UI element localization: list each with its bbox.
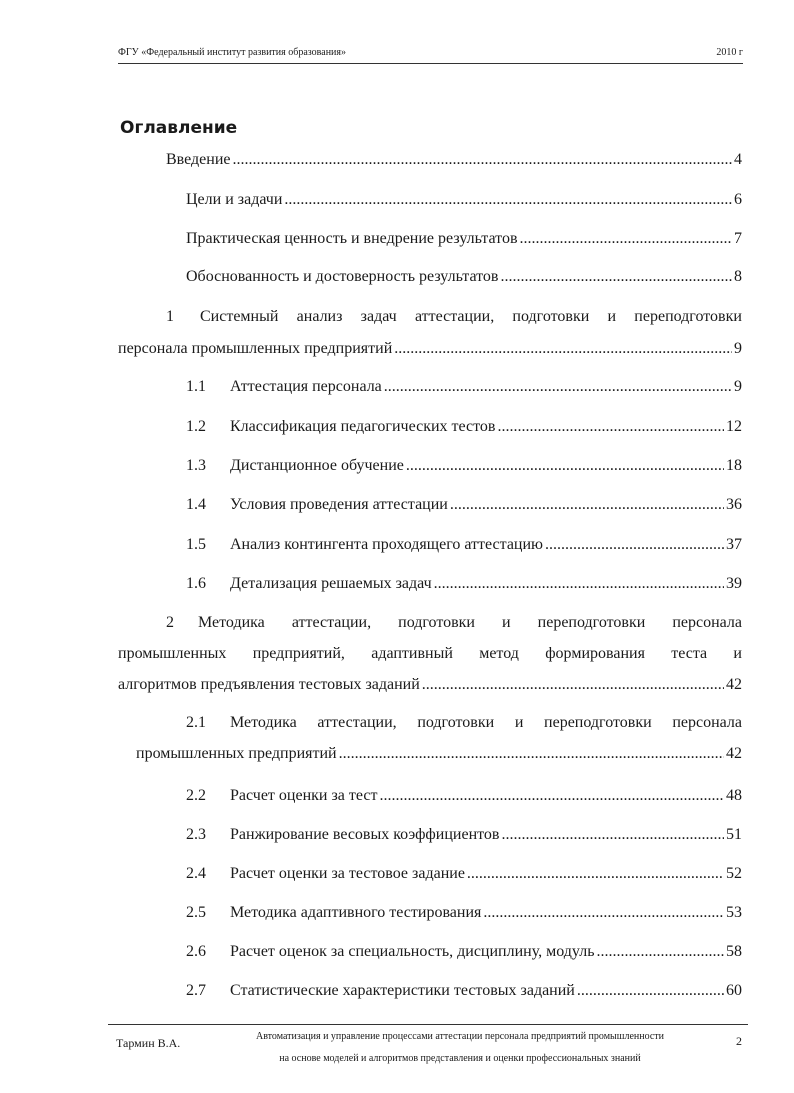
- toc-leader-dots: [467, 865, 724, 883]
- toc-entry-2-7[interactable]: [186, 982, 742, 1004]
- toc-entry-goals[interactable]: [186, 191, 742, 213]
- toc-entry-page: 60: [726, 982, 742, 999]
- toc-leader-dots: [422, 676, 724, 694]
- toc-entry-page: 12: [726, 418, 742, 435]
- toc-leader-dots: [577, 982, 724, 1000]
- toc-entry-2-5[interactable]: [186, 904, 742, 926]
- word: подготовки: [417, 714, 495, 731]
- toc-entry-number: 1.3: [186, 457, 206, 474]
- toc-entry-text: персонала промышленных предприятий: [118, 340, 393, 357]
- toc-entry-intro[interactable]: [166, 151, 742, 173]
- toc-chapter-2-line-1: [198, 614, 742, 636]
- toc-entry-number: 2.6: [186, 943, 206, 960]
- toc-leader-dots: [597, 943, 725, 961]
- toc-entry-page: 52: [726, 865, 742, 882]
- toc-entry-number: 1.5: [186, 536, 206, 553]
- footer-title: [200, 1026, 720, 1070]
- toc-entry-text: Расчет оценки за тест: [230, 787, 378, 804]
- toc-entry-number: 2.7: [186, 982, 206, 999]
- toc-entry-number: 1: [166, 308, 174, 325]
- toc-entry-text: Анализ контингента проходящего аттестацию: [230, 536, 543, 553]
- toc-entry-text: Цели и задачи: [186, 191, 283, 208]
- footer-title-line-1: Автоматизация и управление процессами аттестации персонала предприятий промышленности: [255, 1031, 665, 1042]
- toc-entry-text: Ранжирование весовых коэффициентов: [230, 826, 500, 843]
- toc-entry-text: Аттестация персонала: [230, 378, 382, 395]
- toc-entry-text: Методика адаптивного тестирования: [230, 904, 482, 921]
- word: теста: [671, 645, 708, 662]
- toc-leader-dots: [520, 230, 733, 248]
- word: адаптивный: [371, 645, 453, 662]
- toc-leader-dots: [233, 151, 733, 169]
- toc-entry-text: Классификация педагогических тестов: [230, 418, 496, 435]
- toc-entry-number: 1.6: [186, 575, 206, 592]
- word: и: [607, 308, 617, 325]
- word: подготовки: [398, 614, 475, 631]
- toc-entry-number: 1.2: [186, 418, 206, 435]
- toc-entry-number: 2.3: [186, 826, 206, 843]
- toc-entry-page: 9: [734, 340, 742, 357]
- toc-entry-1-6[interactable]: [186, 575, 742, 597]
- toc-entry-number: 2.4: [186, 865, 206, 882]
- word: задач: [360, 308, 397, 325]
- word: аттестации,: [414, 308, 495, 325]
- toc-leader-dots: [501, 826, 724, 844]
- toc-chapter-2-line-3: [118, 676, 742, 698]
- word: аттестации,: [317, 714, 397, 731]
- word: аттестации,: [291, 614, 372, 631]
- footer-page-number: 2: [736, 1034, 742, 1048]
- header-year: 2010 г: [716, 47, 743, 58]
- toc-entry-text: Дистанционное обучение: [230, 457, 404, 474]
- toc-entry-practical[interactable]: [186, 230, 742, 252]
- toc-entry-text: промышленных предприятий: [136, 745, 337, 762]
- toc-entry-number: 2.1: [186, 714, 206, 731]
- toc-entry-page: 42: [726, 676, 742, 693]
- word: метод: [479, 645, 519, 662]
- toc-entry-number: 1.4: [186, 496, 206, 513]
- toc-entry-text: Обоснованность и достоверность результатов: [186, 268, 499, 285]
- word: и: [514, 714, 524, 731]
- toc-leader-dots: [380, 787, 725, 805]
- word: предприятий,: [252, 645, 345, 662]
- word: промышленных: [118, 645, 227, 662]
- toc-entry-2-6[interactable]: [186, 943, 742, 965]
- toc-entry-2-4[interactable]: [186, 865, 742, 887]
- word: и: [502, 614, 511, 631]
- footer-author: Тармин В.А.: [116, 1036, 181, 1050]
- word: Методика: [198, 614, 265, 631]
- toc-entry-page: 51: [726, 826, 742, 843]
- toc-entry-validity[interactable]: [186, 268, 742, 290]
- word: переподготовки: [544, 714, 652, 731]
- toc-entry-number: 2: [166, 614, 174, 631]
- toc-entry-1-3[interactable]: [186, 457, 742, 479]
- toc-entry-1-2[interactable]: [186, 418, 742, 440]
- toc-entry-page: 42: [726, 745, 742, 762]
- header-organization: ФГУ «Федеральный институт развития образования»: [118, 47, 346, 58]
- toc-leader-dots: [339, 745, 724, 763]
- toc-entry-page: 4: [734, 151, 742, 168]
- toc-entry-page: 8: [734, 268, 742, 285]
- toc-entry-page: 18: [726, 457, 742, 474]
- toc-leader-dots: [384, 378, 732, 396]
- toc-2-1-line-1: [230, 714, 742, 736]
- word: и: [733, 645, 742, 662]
- toc-entry-page: 9: [734, 378, 742, 395]
- toc-leader-dots: [434, 575, 724, 593]
- footer-divider: [108, 1024, 748, 1025]
- toc-entry-text: Статистические характеристики тестовых заданий: [230, 982, 575, 999]
- toc-entry-1-4[interactable]: [186, 496, 742, 518]
- toc-leader-dots: [500, 268, 732, 286]
- toc-title: Оглавление: [120, 118, 238, 138]
- toc-entry-text: Практическая ценность и внедрение результатов: [186, 230, 518, 247]
- toc-leader-dots: [406, 457, 724, 475]
- footer-title-line-2: на основе моделей и алгоритмов представления и оценки профессиональных знаний: [279, 1053, 641, 1064]
- toc-entry-page: 39: [726, 575, 742, 592]
- word: персонала: [672, 614, 742, 631]
- toc-entry-text: Расчет оценки за тестовое задание: [230, 865, 465, 882]
- toc-entry-page: 7: [734, 230, 742, 247]
- toc-entry-page: 37: [726, 536, 742, 553]
- toc-2-1-line-2: [136, 745, 742, 767]
- toc-leader-dots: [450, 496, 724, 514]
- toc-entry-page: 48: [726, 787, 742, 804]
- toc-entry-number: 1.1: [186, 378, 206, 395]
- toc-entry-number: 2.5: [186, 904, 206, 921]
- toc-chapter-1-line-2: [118, 340, 742, 362]
- toc-leader-dots: [284, 191, 732, 209]
- word: Системный: [200, 308, 279, 325]
- toc-leader-dots: [483, 904, 724, 922]
- toc-entry-2-2[interactable]: [186, 787, 742, 809]
- word: формирования: [545, 645, 645, 662]
- toc-entry-text: Введение: [166, 151, 231, 168]
- toc-entry-page: 6: [734, 191, 742, 208]
- toc-entry-2-3[interactable]: [186, 826, 742, 848]
- word: персонала: [672, 714, 742, 731]
- word: переподготовки: [537, 614, 646, 631]
- toc-entry-text: алгоритмов предъявления тестовых заданий: [118, 676, 420, 693]
- word: подготовки: [512, 308, 590, 325]
- toc-chapter-2-line-2: [118, 645, 742, 667]
- toc-entry-1-1[interactable]: [186, 378, 742, 400]
- word: переподготовки: [634, 308, 742, 325]
- toc-entry-page: 58: [726, 943, 742, 960]
- toc-entry-text: Условия проведения аттестации: [230, 496, 448, 513]
- word: Методика: [230, 714, 297, 731]
- word: анализ: [296, 308, 343, 325]
- toc-entry-number: 2.2: [186, 787, 206, 804]
- toc-chapter-1-line-1: [200, 308, 742, 330]
- toc-entry-text: Детализация решаемых задач: [230, 575, 432, 592]
- toc-entry-page: 36: [726, 496, 742, 513]
- toc-entry-text: Расчет оценок за специальность, дисциплину, модуль: [230, 943, 595, 960]
- toc-entry-page: 53: [726, 904, 742, 921]
- page-header: [118, 47, 743, 64]
- toc-leader-dots: [497, 418, 724, 436]
- toc-leader-dots: [545, 536, 724, 554]
- toc-leader-dots: [394, 340, 732, 358]
- toc-entry-1-5[interactable]: [186, 536, 742, 558]
